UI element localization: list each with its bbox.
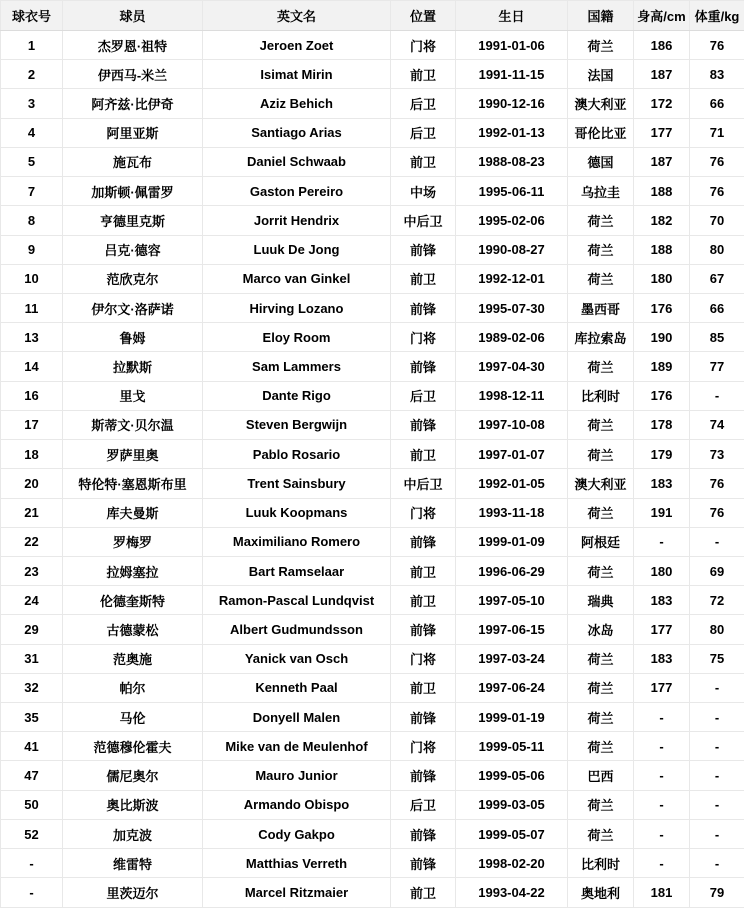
cell-weight: 75	[690, 644, 744, 673]
cell-player: 里茨迈尔	[63, 878, 203, 908]
cell-name-en: Cody Gakpo	[203, 819, 391, 848]
cell-height: 172	[634, 89, 690, 118]
cell-weight: -	[690, 790, 744, 819]
cell-position: 前卫	[391, 556, 456, 585]
cell-weight: 66	[690, 293, 744, 322]
cell-jersey: 29	[1, 615, 63, 644]
cell-height: 176	[634, 381, 690, 410]
cell-name-en: Gaston Pereiro	[203, 177, 391, 206]
cell-nationality: 荷兰	[568, 206, 634, 235]
cell-name-en: Isimat Mirin	[203, 60, 391, 89]
cell-position: 门将	[391, 732, 456, 761]
table-body	[1, 31, 744, 908]
cell-position: 前锋	[391, 819, 456, 848]
cell-weight: 72	[690, 586, 744, 615]
table-header-row	[1, 1, 744, 31]
cell-jersey: 22	[1, 527, 63, 556]
cell-jersey: 20	[1, 469, 63, 498]
cell-birthday: 1999-05-07	[456, 819, 568, 848]
cell-name-en: Mauro Junior	[203, 761, 391, 790]
cell-position: 门将	[391, 498, 456, 527]
cell-weight: 80	[690, 615, 744, 644]
table-row	[1, 586, 744, 615]
cell-nationality: 比利时	[568, 381, 634, 410]
cell-player: 范欣克尔	[63, 264, 203, 293]
cell-height: -	[634, 703, 690, 732]
cell-player: 伊西马-米兰	[63, 60, 203, 89]
column-header-jersey: 球衣号	[1, 1, 63, 31]
cell-position: 门将	[391, 31, 456, 60]
cell-weight: 67	[690, 264, 744, 293]
cell-birthday: 1989-02-06	[456, 323, 568, 352]
cell-nationality: 瑞典	[568, 586, 634, 615]
column-header-player: 球员	[63, 1, 203, 31]
cell-birthday: 1999-01-19	[456, 703, 568, 732]
cell-position: 门将	[391, 644, 456, 673]
column-header-weight: 体重/kg	[690, 1, 744, 31]
cell-weight: 73	[690, 440, 744, 469]
cell-jersey: 31	[1, 644, 63, 673]
cell-nationality: 荷兰	[568, 235, 634, 264]
cell-nationality: 荷兰	[568, 644, 634, 673]
cell-height: 177	[634, 615, 690, 644]
cell-position: 门将	[391, 323, 456, 352]
cell-birthday: 1999-05-06	[456, 761, 568, 790]
cell-player: 阿里亚斯	[63, 118, 203, 147]
cell-weight: -	[690, 732, 744, 761]
cell-jersey: 18	[1, 440, 63, 469]
cell-jersey: 11	[1, 293, 63, 322]
table-row	[1, 673, 744, 702]
cell-weight: 70	[690, 206, 744, 235]
table-row	[1, 352, 744, 381]
cell-weight: -	[690, 761, 744, 790]
table-row	[1, 498, 744, 527]
cell-height: 183	[634, 644, 690, 673]
cell-weight: -	[690, 673, 744, 702]
cell-position: 后卫	[391, 89, 456, 118]
cell-height: 177	[634, 673, 690, 702]
cell-name-en: Bart Ramselaar	[203, 556, 391, 585]
cell-birthday: 1995-07-30	[456, 293, 568, 322]
cell-birthday: 1991-01-06	[456, 31, 568, 60]
cell-player: 马伦	[63, 703, 203, 732]
cell-birthday: 1998-12-11	[456, 381, 568, 410]
cell-nationality: 荷兰	[568, 703, 634, 732]
cell-nationality: 荷兰	[568, 440, 634, 469]
cell-height: 181	[634, 878, 690, 908]
cell-birthday: 1991-11-15	[456, 60, 568, 89]
cell-height: -	[634, 761, 690, 790]
cell-height: -	[634, 790, 690, 819]
cell-height: 179	[634, 440, 690, 469]
cell-weight: 66	[690, 89, 744, 118]
cell-nationality: 比利时	[568, 849, 634, 878]
cell-nationality: 乌拉圭	[568, 177, 634, 206]
cell-player: 库夫曼斯	[63, 498, 203, 527]
cell-jersey: 3	[1, 89, 63, 118]
cell-height: -	[634, 527, 690, 556]
cell-player: 加克波	[63, 819, 203, 848]
cell-height: 177	[634, 118, 690, 147]
cell-height: 187	[634, 60, 690, 89]
cell-weight: 69	[690, 556, 744, 585]
cell-birthday: 1995-06-11	[456, 177, 568, 206]
cell-birthday: 1993-04-22	[456, 878, 568, 908]
cell-jersey: 4	[1, 118, 63, 147]
cell-weight: 74	[690, 410, 744, 439]
column-header-name-en: 英文名	[203, 1, 391, 31]
cell-player: 加斯顿·佩雷罗	[63, 177, 203, 206]
cell-birthday: 1992-01-05	[456, 469, 568, 498]
cell-name-en: Mike van de Meulenhof	[203, 732, 391, 761]
cell-position: 后卫	[391, 118, 456, 147]
cell-weight: -	[690, 527, 744, 556]
cell-player: 特伦特·塞恩斯布里	[63, 469, 203, 498]
cell-weight: 76	[690, 469, 744, 498]
cell-birthday: 1988-08-23	[456, 147, 568, 176]
cell-name-en: Hirving Lozano	[203, 293, 391, 322]
cell-birthday: 1990-08-27	[456, 235, 568, 264]
cell-position: 后卫	[391, 381, 456, 410]
cell-weight: 80	[690, 235, 744, 264]
cell-name-en: Ramon-Pascal Lundqvist	[203, 586, 391, 615]
cell-nationality: 德国	[568, 147, 634, 176]
cell-height: -	[634, 819, 690, 848]
table-row	[1, 410, 744, 439]
table-row	[1, 644, 744, 673]
cell-name-en: Kenneth Paal	[203, 673, 391, 702]
cell-height: 180	[634, 556, 690, 585]
cell-weight: 76	[690, 31, 744, 60]
cell-birthday: 1992-12-01	[456, 264, 568, 293]
cell-player: 奥比斯波	[63, 790, 203, 819]
cell-nationality: 巴西	[568, 761, 634, 790]
cell-nationality: 荷兰	[568, 352, 634, 381]
table-row	[1, 177, 744, 206]
cell-name-en: Pablo Rosario	[203, 440, 391, 469]
cell-jersey: 47	[1, 761, 63, 790]
table-row	[1, 31, 744, 60]
cell-height: 189	[634, 352, 690, 381]
cell-nationality: 荷兰	[568, 732, 634, 761]
cell-birthday: 1990-12-16	[456, 89, 568, 118]
table-row	[1, 381, 744, 410]
cell-jersey: 50	[1, 790, 63, 819]
cell-position: 前锋	[391, 293, 456, 322]
cell-nationality: 荷兰	[568, 264, 634, 293]
cell-position: 中后卫	[391, 469, 456, 498]
cell-birthday: 1992-01-13	[456, 118, 568, 147]
cell-player: 亨德里克斯	[63, 206, 203, 235]
cell-nationality: 荷兰	[568, 31, 634, 60]
cell-weight: 85	[690, 323, 744, 352]
cell-birthday: 1999-01-09	[456, 527, 568, 556]
cell-nationality: 哥伦比亚	[568, 118, 634, 147]
cell-name-en: Steven Bergwijn	[203, 410, 391, 439]
cell-position: 前卫	[391, 586, 456, 615]
cell-weight: 71	[690, 118, 744, 147]
cell-player: 儒尼奥尔	[63, 761, 203, 790]
cell-birthday: 1997-06-24	[456, 673, 568, 702]
cell-name-en: Eloy Room	[203, 323, 391, 352]
cell-jersey: 10	[1, 264, 63, 293]
cell-birthday: 1997-10-08	[456, 410, 568, 439]
cell-birthday: 1997-06-15	[456, 615, 568, 644]
table-row	[1, 790, 744, 819]
column-header-nationality: 国籍	[568, 1, 634, 31]
cell-birthday: 1997-01-07	[456, 440, 568, 469]
cell-jersey: 21	[1, 498, 63, 527]
table-row	[1, 323, 744, 352]
table-row	[1, 703, 744, 732]
cell-position: 前卫	[391, 147, 456, 176]
cell-jersey: 9	[1, 235, 63, 264]
cell-jersey: 16	[1, 381, 63, 410]
cell-player: 维雷特	[63, 849, 203, 878]
cell-height: 176	[634, 293, 690, 322]
table-header	[1, 1, 744, 31]
cell-name-en: Marco van Ginkel	[203, 264, 391, 293]
cell-height: -	[634, 732, 690, 761]
cell-jersey: 32	[1, 673, 63, 702]
cell-position: 中后卫	[391, 206, 456, 235]
cell-position: 前卫	[391, 60, 456, 89]
cell-nationality: 冰岛	[568, 615, 634, 644]
cell-nationality: 法国	[568, 60, 634, 89]
cell-nationality: 荷兰	[568, 673, 634, 702]
cell-birthday: 1998-02-20	[456, 849, 568, 878]
cell-player: 鲁姆	[63, 323, 203, 352]
cell-nationality: 荷兰	[568, 498, 634, 527]
cell-height: 180	[634, 264, 690, 293]
cell-weight: -	[690, 819, 744, 848]
cell-name-en: Armando Obispo	[203, 790, 391, 819]
cell-player: 里戈	[63, 381, 203, 410]
cell-nationality: 荷兰	[568, 819, 634, 848]
cell-position: 前锋	[391, 761, 456, 790]
cell-birthday: 1993-11-18	[456, 498, 568, 527]
cell-weight: 79	[690, 878, 744, 908]
cell-position: 后卫	[391, 790, 456, 819]
table-row	[1, 235, 744, 264]
cell-nationality: 澳大利亚	[568, 89, 634, 118]
cell-player: 拉姆塞拉	[63, 556, 203, 585]
cell-jersey: 1	[1, 31, 63, 60]
cell-position: 前卫	[391, 673, 456, 702]
cell-birthday: 1995-02-06	[456, 206, 568, 235]
cell-height: 183	[634, 469, 690, 498]
table-row	[1, 89, 744, 118]
cell-player: 斯蒂文·贝尔温	[63, 410, 203, 439]
column-header-birthday: 生日	[456, 1, 568, 31]
table-row	[1, 264, 744, 293]
cell-position: 前锋	[391, 703, 456, 732]
cell-height: 190	[634, 323, 690, 352]
cell-name-en: Matthias Verreth	[203, 849, 391, 878]
cell-jersey: 24	[1, 586, 63, 615]
cell-player: 古德蒙松	[63, 615, 203, 644]
cell-weight: -	[690, 381, 744, 410]
table-row	[1, 147, 744, 176]
cell-height: 178	[634, 410, 690, 439]
cell-birthday: 1999-05-11	[456, 732, 568, 761]
cell-player: 范奥施	[63, 644, 203, 673]
cell-name-en: Luuk De Jong	[203, 235, 391, 264]
cell-birthday: 1997-05-10	[456, 586, 568, 615]
cell-player: 帕尔	[63, 673, 203, 702]
cell-jersey: -	[1, 878, 63, 908]
cell-player: 阿齐兹·比伊奇	[63, 89, 203, 118]
table-row	[1, 527, 744, 556]
cell-position: 前卫	[391, 878, 456, 908]
column-header-height: 身高/cm	[634, 1, 690, 31]
cell-position: 前锋	[391, 235, 456, 264]
cell-nationality: 荷兰	[568, 790, 634, 819]
cell-name-en: Albert Gudmundsson	[203, 615, 391, 644]
cell-jersey: -	[1, 849, 63, 878]
cell-nationality: 库拉索岛	[568, 323, 634, 352]
cell-name-en: Jeroen Zoet	[203, 31, 391, 60]
cell-weight: -	[690, 849, 744, 878]
cell-jersey: 23	[1, 556, 63, 585]
cell-jersey: 13	[1, 323, 63, 352]
cell-name-en: Santiago Arias	[203, 118, 391, 147]
cell-name-en: Donyell Malen	[203, 703, 391, 732]
cell-nationality: 墨西哥	[568, 293, 634, 322]
cell-name-en: Sam Lammers	[203, 352, 391, 381]
cell-weight: -	[690, 703, 744, 732]
cell-player: 罗梅罗	[63, 527, 203, 556]
cell-height: -	[634, 849, 690, 878]
table-row	[1, 60, 744, 89]
cell-name-en: Maximiliano Romero	[203, 527, 391, 556]
cell-nationality: 澳大利亚	[568, 469, 634, 498]
cell-jersey: 8	[1, 206, 63, 235]
cell-player: 伦德奎斯特	[63, 586, 203, 615]
cell-name-en: Trent Sainsbury	[203, 469, 391, 498]
cell-position: 前锋	[391, 527, 456, 556]
cell-name-en: Daniel Schwaab	[203, 147, 391, 176]
table-row	[1, 732, 744, 761]
table-row	[1, 615, 744, 644]
cell-jersey: 7	[1, 177, 63, 206]
cell-position: 前锋	[391, 849, 456, 878]
table-row	[1, 761, 744, 790]
cell-height: 182	[634, 206, 690, 235]
cell-jersey: 41	[1, 732, 63, 761]
cell-nationality: 荷兰	[568, 556, 634, 585]
cell-birthday: 1996-06-29	[456, 556, 568, 585]
table-row	[1, 878, 744, 908]
cell-position: 前锋	[391, 410, 456, 439]
table-row	[1, 440, 744, 469]
cell-player: 吕克·德容	[63, 235, 203, 264]
cell-weight: 77	[690, 352, 744, 381]
cell-height: 188	[634, 177, 690, 206]
cell-height: 186	[634, 31, 690, 60]
cell-jersey: 17	[1, 410, 63, 439]
cell-weight: 76	[690, 498, 744, 527]
table-row	[1, 469, 744, 498]
cell-name-en: Dante Rigo	[203, 381, 391, 410]
cell-jersey: 52	[1, 819, 63, 848]
cell-position: 中场	[391, 177, 456, 206]
cell-nationality: 奥地利	[568, 878, 634, 908]
cell-name-en: Marcel Ritzmaier	[203, 878, 391, 908]
cell-player: 施瓦布	[63, 147, 203, 176]
cell-jersey: 14	[1, 352, 63, 381]
table-row	[1, 556, 744, 585]
cell-jersey: 35	[1, 703, 63, 732]
cell-birthday: 1997-03-24	[456, 644, 568, 673]
cell-name-en: Luuk Koopmans	[203, 498, 391, 527]
cell-position: 前卫	[391, 264, 456, 293]
cell-name-en: Aziz Behich	[203, 89, 391, 118]
cell-jersey: 2	[1, 60, 63, 89]
cell-player: 杰罗恩·祖特	[63, 31, 203, 60]
table-row	[1, 206, 744, 235]
cell-birthday: 1997-04-30	[456, 352, 568, 381]
cell-weight: 83	[690, 60, 744, 89]
cell-player: 拉默斯	[63, 352, 203, 381]
cell-height: 188	[634, 235, 690, 264]
cell-name-en: Jorrit Hendrix	[203, 206, 391, 235]
cell-player: 伊尔文·洛萨诺	[63, 293, 203, 322]
cell-weight: 76	[690, 147, 744, 176]
table-row	[1, 819, 744, 848]
cell-height: 183	[634, 586, 690, 615]
table-row	[1, 118, 744, 147]
cell-nationality: 荷兰	[568, 410, 634, 439]
cell-player: 范德穆伦霍夫	[63, 732, 203, 761]
cell-nationality: 阿根廷	[568, 527, 634, 556]
cell-name-en: Yanick van Osch	[203, 644, 391, 673]
table-row	[1, 293, 744, 322]
column-header-position: 位置	[391, 1, 456, 31]
cell-weight: 76	[690, 177, 744, 206]
cell-position: 前锋	[391, 615, 456, 644]
cell-player: 罗萨里奥	[63, 440, 203, 469]
cell-position: 前卫	[391, 440, 456, 469]
cell-height: 191	[634, 498, 690, 527]
cell-jersey: 5	[1, 147, 63, 176]
cell-birthday: 1999-03-05	[456, 790, 568, 819]
cell-position: 前锋	[391, 352, 456, 381]
cell-height: 187	[634, 147, 690, 176]
table-row	[1, 849, 744, 878]
